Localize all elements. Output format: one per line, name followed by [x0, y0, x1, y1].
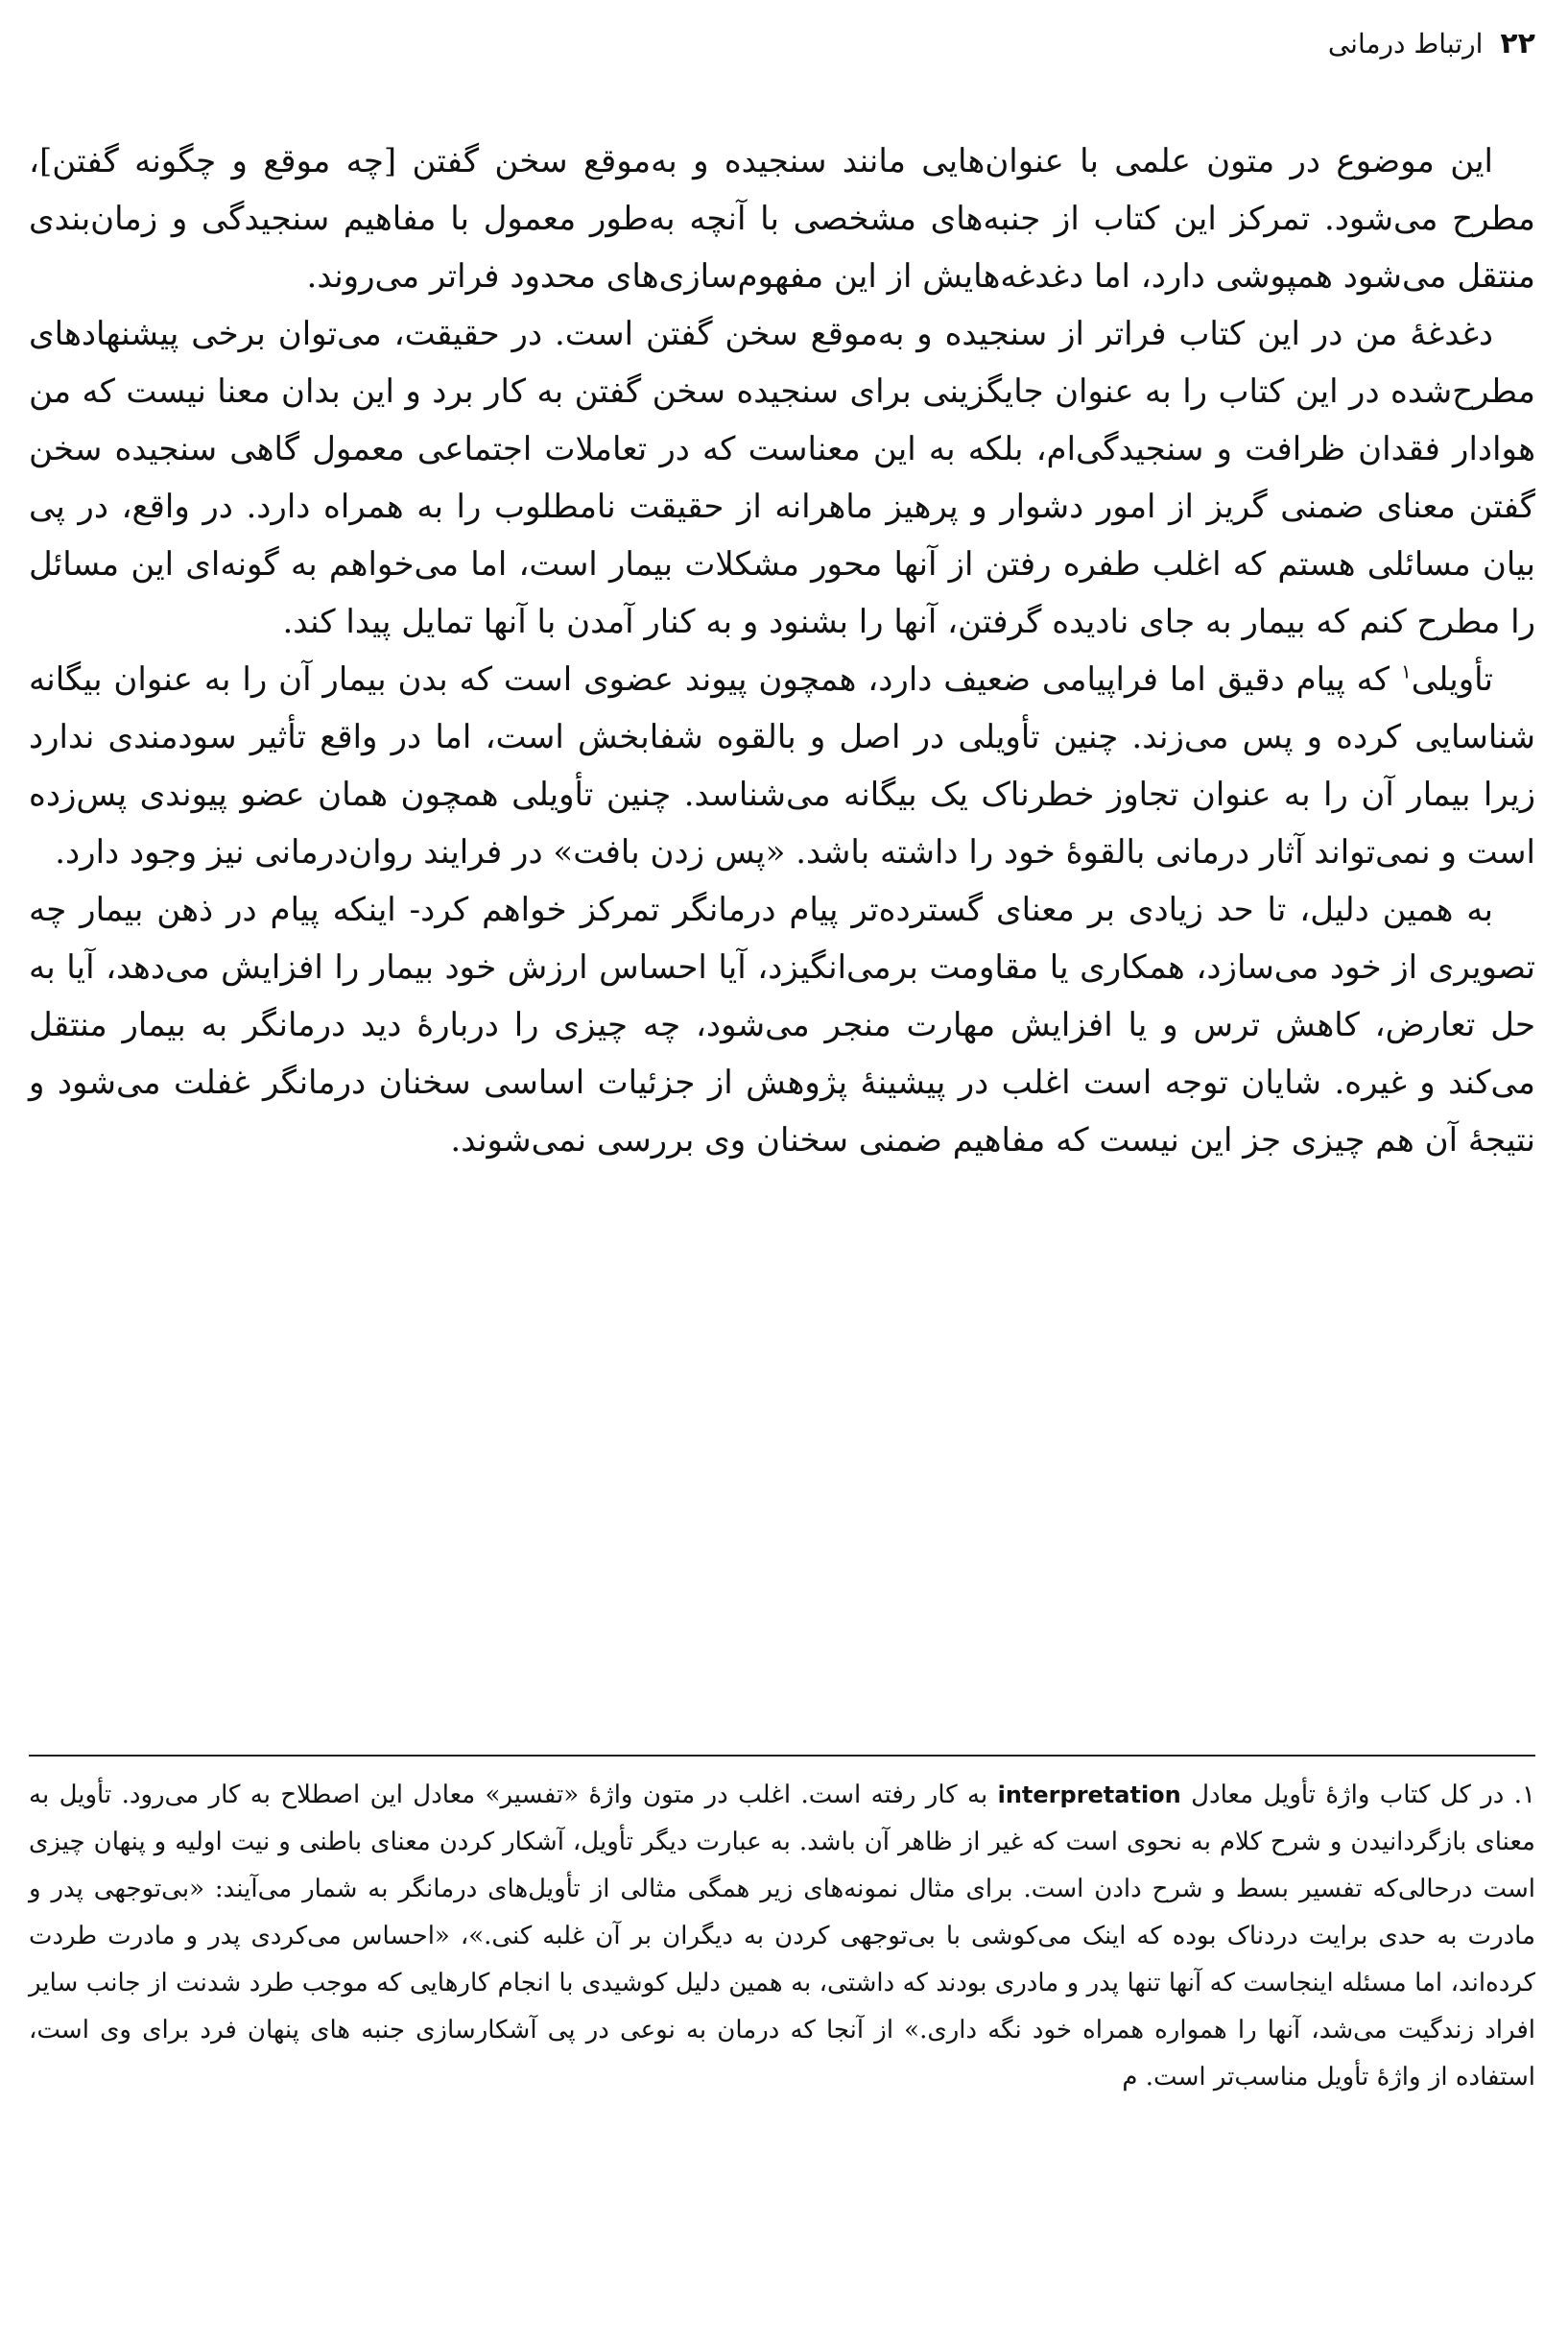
footnote-text-post: به کار رفته است. اغلب در متون واژهٔ «تفسیر» معادل این اصطلاح به کار می‌رود. تأویل به معنای بازگردانیدن و شرح کلام به نحوی است که غیر از ظاهر آن باشد. به عبارت دیگر تأویل، آشکار کردن معنای باطنی و نیت اولیه و پنهان چیزی است درحالی‌که تفسیر بسط و شرح دادن است. برای مثال نمونه‌های زیر همگی مثالی از تأویل‌های درمانگر به شمار می‌آیند: «بی‌توجهی پدر و مادرت به حدی برایت دردناک بوده که اینک می‌کوشی با بی‌توجهی کردن به دیگران بر آن غلبه کنی.»، «احساس می‌کردی پدر و مادرت طردت کرده‌اند، اما مسئله اینجاست که آنها تنها پدر و مادری بودند که داشتی، به همین دلیل کوشیدی با انجام کارهایی که موجب طرد شدنت از جانب سایر افراد زندگیت می‌شد، آنها را همواره همراه خود نگه داری.» از آنجا که درمان به نوعی در پی آشکارسازی جنبه های پنهان فرد برای وی است، استفاده از واژهٔ تأویل مناسب‌تر است. م	[29, 1781, 1535, 2092]
paragraph-4: به همین دلیل، تا حد زیادی بر معنای گسترده‌تر پیام درمانگر تمرکز خواهم کرد- اینکه پیام در ذهن بیمار چه تصویری از خود می‌سازد، همکاری یا مقاومت برمی‌انگیزد، آیا احساس ارزش خود بیمار را افزایش می‌دهد، آیا به حل تعارض، کاهش ترس و یا افزایش مهارت منجر می‌شود، چه چیزی را دربارهٔ دید درمانگر به بیمار منتقل می‌کند و غیره. شایان توجه است اغلب در پیشینهٔ پژوهش از جزئیات اساسی سخنان درمانگر غفلت می‌شود و نتیجهٔ آن هم چیزی جز این نیست که مفاهیم ضمنی سخنان وی بررسی نمی‌شوند.	[29, 891, 1535, 1160]
footnotes	[29, 1772, 1535, 2101]
footnote-1	[29, 1772, 1535, 2101]
footnote-marker: ۱.	[1513, 1781, 1535, 1809]
running-title: ارتباط درمانی	[1327, 28, 1484, 60]
page-number: ۲۲	[1500, 27, 1535, 60]
footnote-separator	[29, 1755, 1535, 1757]
footnote-reference-mark[interactable]: ۱	[1400, 659, 1412, 683]
footnote-english-term: interpretation	[997, 1781, 1181, 1808]
body-text	[29, 132, 1535, 1169]
book-page	[29, 0, 1535, 2343]
paragraph-1: این موضوع در متون علمی با عنوان‌هایی مانند سنجیده و به‌موقع سخن گفتن [چه موقع و چگونه گفتن]، مطرح می‌شود. تمرکز این کتاب از جنبه‌های مشخصی با آنچه به‌طور معمول با مفاهیم سنجیدگی و زمان‌بندی منتقل می‌شود همپوشی دارد، اما دغدغه‌هایش از این مفهوم‌سازی‌های محدود فراتر می‌روند.	[29, 142, 1535, 296]
paragraph-3-first-word: تأویلی	[1411, 660, 1493, 699]
footnote-text-pre: در کل کتاب واژهٔ تأویل معادل	[1180, 1781, 1514, 1809]
running-header	[1328, 27, 1535, 60]
paragraph-3-text: که پیام دقیق اما فراپیامی ضعیف دارد، همچون پیوند عضوی است که بدن بیمار آن را به عنوان بیگانه شناسایی کرده و پس می‌زند. چنین تأویلی در اصل و بالقوه شفابخش است، اما در واقع تأثیر سودمندی ندارد زیرا بیمار آن را به عنوان تجاوز خطرناک یک بیگانه می‌شناسد. چنین تأویلی همچون همان عضو پیوندی پس‌زده است و نمی‌تواند آثار درمانی بالقوهٔ خود را داشته باشد. «پس زدن بافت» در فرایند روان‌درمانی نیز وجود دارد.	[29, 660, 1535, 872]
paragraph-3	[29, 651, 1535, 881]
paragraph-2: دغدغهٔ من در این کتاب فراتر از سنجیده و به‌موقع سخن گفتن است. در حقیقت، می‌توان برخی پیشنهادهای مطرح‌شده در این کتاب را به عنوان جایگزینی برای سنجیده سخن گفتن به کار برد و این بدان معنا نیست که من هوادار فقدان ظرافت و سنجیدگی‌ام، بلکه به این معناست که در تعاملات اجتماعی معمول گاهی سنجیده سخن گفتن معنای ضمنی گریز از امور دشوار و پرهیز ماهرانه از حقیقت نامطلوب را به همراه دارد. در واقع، در پی بیان مسائلی هستم که اغلب طفره رفتن از آنها محور مشکلات بیمار است، اما می‌خواهم به گونه‌ای این مسائل را مطرح کنم که بیمار به جای نادیده گرفتن، آنها را بشنود و به کنار آمدن با آنها تمایل پیدا کند.	[29, 315, 1535, 641]
